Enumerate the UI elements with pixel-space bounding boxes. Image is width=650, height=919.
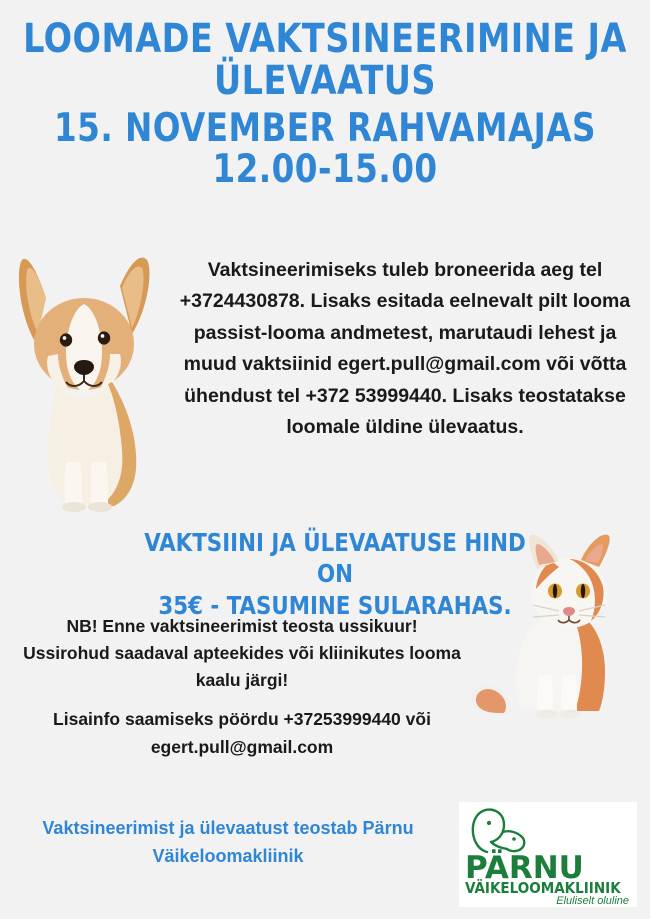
nb-note-text: NB! Enne vaktsineerimist teosta ussikuur! Ussirohud saadaval apteekides või kliinikutes looma kaalu järgi!	[23, 616, 461, 691]
logo-slogan: Eluliselt oluline	[556, 895, 629, 907]
logo-name: PÄRNU	[465, 850, 584, 886]
provider-note: Vaktsineerimist ja ülevaatust teostab Pärnu Väikeloomakliinik	[42, 818, 414, 866]
headline-line-2: ÜLEVAATUS	[214, 58, 436, 105]
contact-note: Lisainfo saamiseks pöördu +37253999440 või egert.pull@gmail.com	[53, 709, 431, 757]
page-title	[0, 16, 650, 193]
nb-note	[22, 613, 462, 761]
logo-subname: VÄIKELOOMAKLIINIK	[465, 879, 621, 897]
price-line-1: VAKTSIINI JA ÜLEVAATUSE HIND ON	[144, 528, 526, 589]
cat-photo	[459, 515, 644, 745]
headline-line-1: LOOMADE VAKTSINEERIMINE JA	[23, 16, 627, 62]
price-line-2: 35€ - TASUMINE SULARAHAS.	[158, 590, 512, 620]
vet-logo-icon	[467, 806, 529, 856]
headline-line-3: 15. NOVEMBER RAHVAMAJAS	[54, 105, 596, 151]
dog-photo	[8, 248, 168, 518]
clinic-logo	[459, 802, 637, 907]
headline-line-4: 12.00-15.00	[212, 147, 438, 193]
main-paragraph: Vaktsineerimiseks tuleb broneerida aeg tel +3724430878. Lisaks esitada eelnevalt pilt looma passist-looma andmetest, marutaudi lehest ja muud vaktsiinid egert.pull@gmail.com või võtta ühendust tel +372 53999440. Lisaks teostatakse loomale üldine ülevaatus.	[179, 258, 631, 439]
